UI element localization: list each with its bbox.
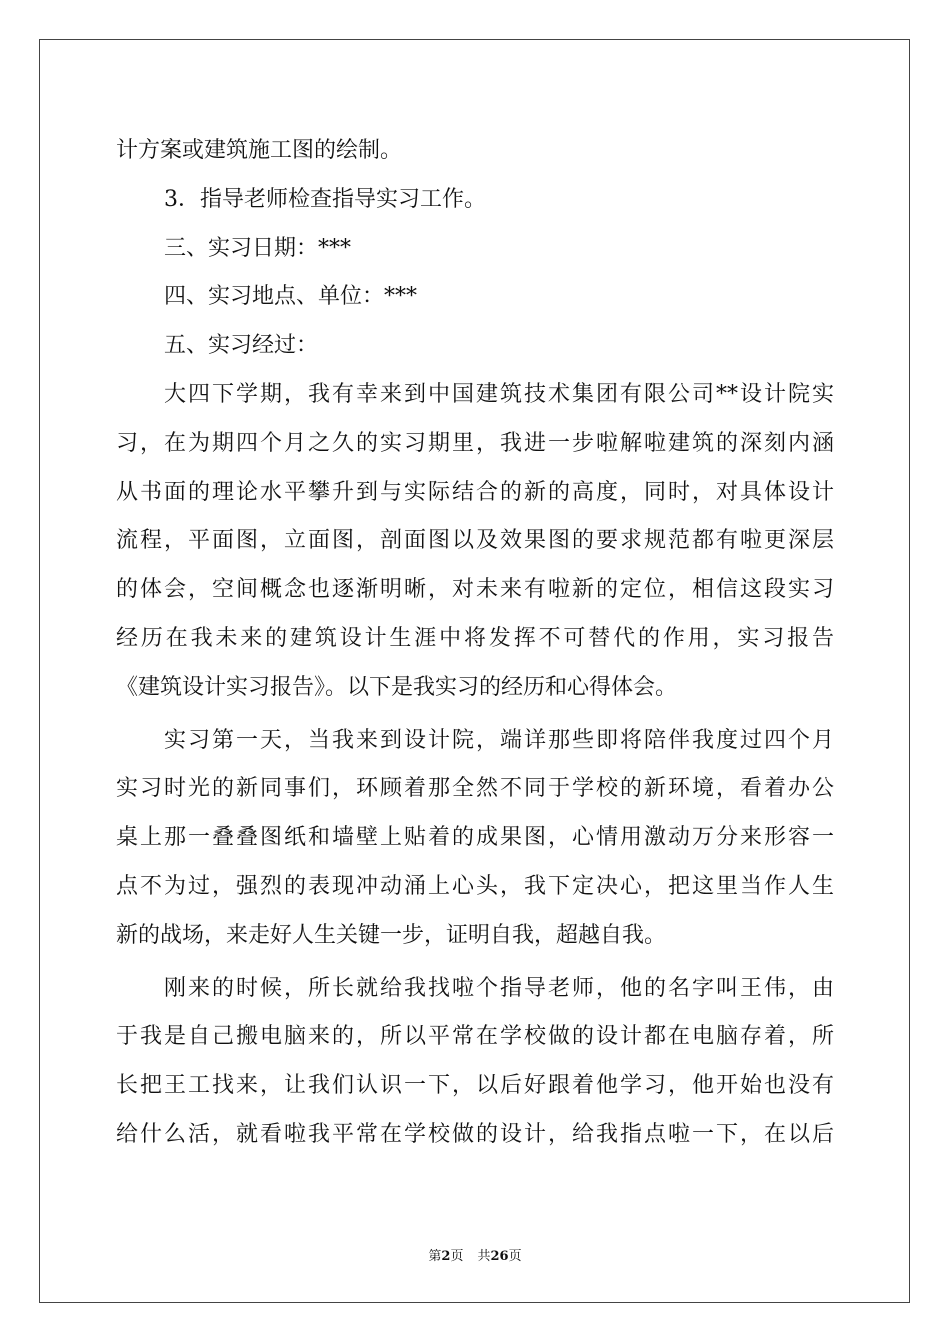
paragraph-line: 长把王工找来，让我们认识一下，以后好跟着他学习，他开始也没有 <box>116 1073 834 1099</box>
paragraph-line: 《建筑设计实习报告》。以下是我实习的经历和心得体会。 <box>116 674 678 700</box>
paragraph-line: 于我是自己搬电脑来的，所以平常在学校做的设计都在电脑存着，所 <box>116 1024 834 1050</box>
paragraph-line: 实习第一天，当我来到设计院，端详那些即将陪伴我度过四个月 <box>164 727 834 753</box>
paragraph-line: 经历在我未来的建筑设计生涯中将发挥不可替代的作用，实习报告 <box>116 625 834 651</box>
paragraph-line: 刚来的时候，所长就给我找啦个指导老师，他的名字叫王伟，由 <box>164 975 834 1001</box>
footer-page-suffix: 页 <box>450 1249 464 1264</box>
paragraph-line: 桌上那一叠叠图纸和墙壁上贴着的成果图，心情用激动万分来形容一 <box>116 825 834 851</box>
document-body <box>116 127 834 1160</box>
paragraph-line: 新的战场，来走好人生关键一步，证明自我，超越自我。 <box>116 922 667 948</box>
page-footer <box>0 1245 950 1264</box>
section-heading-location: 四、实习地点、单位：*** <box>164 284 418 310</box>
text-line: 计方案或建筑施工图的绘制。 <box>116 138 403 163</box>
footer-prefix: 第 <box>428 1249 442 1264</box>
current-page-number: 2 <box>441 1249 451 1264</box>
footer-total-prefix: 共 <box>477 1249 491 1264</box>
paragraph-line: 实习时光的新同事们，环顾着那全然不同于学校的新环境，看着办公 <box>116 776 834 802</box>
paragraph-line: 给什么活，就看啦我平常在学校做的设计，给我指点啦一下，在以后 <box>116 1121 834 1147</box>
list-item-3: 3．指导老师检查指导实习工作。 <box>164 186 486 212</box>
section-heading-date: 三、实习日期：*** <box>164 235 352 261</box>
paragraph-line: 大四下学期，我有幸来到中国建筑技术集团有限公司**设计院实 <box>164 381 834 407</box>
total-page-number: 26 <box>490 1249 509 1264</box>
footer-total-suffix: 页 <box>508 1249 522 1264</box>
paragraph-line: 的体会，空间概念也逐渐明晰，对未来有啦新的定位，相信这段实习 <box>116 577 834 603</box>
paragraph-line: 点不为过，强烈的表现冲动涌上心头，我下定决心，把这里当作人生 <box>116 873 834 899</box>
paragraph-line: 流程，平面图，立面图，剖面图以及效果图的要求规范都有啦更深层 <box>116 528 834 554</box>
paragraph-line: 习，在为期四个月之久的实习期里，我进一步啦解啦建筑的深刻内涵 <box>116 430 834 456</box>
paragraph-line: 从书面的理论水平攀升到与实际结合的新的高度，同时，对具体设计 <box>116 479 834 505</box>
section-heading-process: 五、实习经过： <box>164 333 319 359</box>
